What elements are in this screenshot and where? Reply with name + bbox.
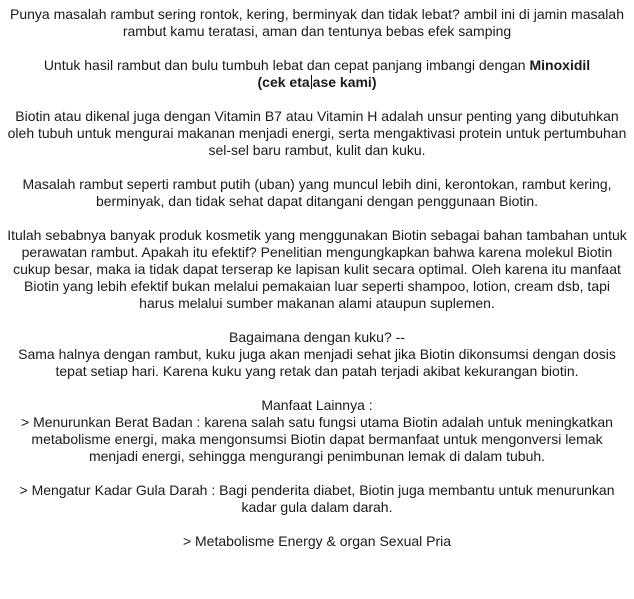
energy-text: > Metabolisme Energy & organ Sexual Pria [182,533,452,549]
minoxidil-bold: Minoxidil [529,57,591,73]
biotin-definition-paragraph [6,108,628,159]
minoxidil-text: Untuk hasil rambut dan bulu tumbuh lebat dan cepat panjang imbangi dengan [43,57,530,73]
nails-heading: Bagaimana dengan kuku? -- [229,329,405,345]
energy-paragraph [6,533,628,550]
biotin-definition-text: Biotin atau dikenal juga dengan Vitamin B7 atau Vitamin H adalah unsur penting yang dibutuhkan oleh tubuh untuk mengurai makanan menjadi energi, serta mengaktivasi protein untuk pertumbuhan sel-sel baru rambut, kulit dan kuku. [7,108,627,158]
hair-problems-text: Masalah rambut seperti rambut putih (uban) yang muncul lebih dini, kerontokan, rambut kering, berminyak, dan tidak sehat dapat ditangani dengan penggunaan Biotin. [22,176,612,209]
other-benefits-heading: Manfaat Lainnya : [261,397,373,413]
etalase-note-b: ase kami) [312,74,377,90]
other-benefits-paragraph [6,397,628,465]
intro-text: Punya masalah rambut sering rontok, kering, berminyak dan tidak lebat? ambil ini di jamin masalah rambut kamu teratasi, aman dan tentunya bebas efek samping [10,6,624,39]
hair-problems-paragraph [6,176,628,210]
cosmetics-text: Itulah sebabnya banyak produk kosmetik yang menggunakan Biotin sebagai bahan tambahan untuk perawatan rambut. Apakah itu efektif? Penelitian mengungkapkan bahwa karena molekul Biotin cukup besar, maka ia tidak dapat terserap ke lapisan kulit secara optimal. Oleh karena itu manfaat Biotin yang lebih efektif bukan melalui pemakaian luar seperti shampoo, lotion, cream dsb, tapi harus melalui sumber makanan alami ataupun suplemen. [7,227,627,311]
minoxidil-paragraph [6,57,628,91]
text-cursor [311,75,312,89]
nails-paragraph [6,329,628,380]
intro-paragraph [6,6,628,40]
weight-loss-text: > Menurunkan Berat Badan : karena salah satu fungsi utama Biotin adalah untuk meningkatkan metabolisme energi, maka mengonsumsi Biotin dapat bermanfaat untuk mengonversi lemak menjadi energi, sehingga mengurangi penimbunan lemak di dalam tubuh. [21,414,613,464]
blood-sugar-paragraph [6,482,628,516]
nails-text: Sama halnya dengan rambut, kuku juga akan menjadi sehat jika Biotin dikonsumsi dengan dosis tepat setiap hari. Karena kuku yang retak dan patah terjadi akibat kekurangan biotin. [18,346,616,379]
etalase-note-a: (cek eta [257,74,310,90]
blood-sugar-text: > Mengatur Kadar Gula Darah : Bagi penderita diabet, Biotin juga membantu untuk menurunkan kadar gula dalam darah. [19,482,615,515]
cosmetics-paragraph [6,227,628,312]
